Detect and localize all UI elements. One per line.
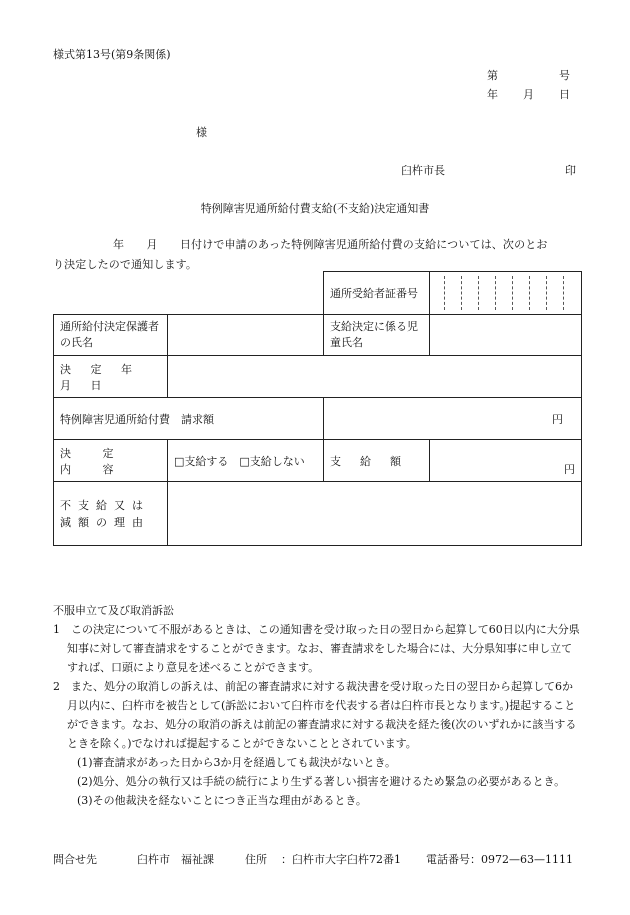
contact-address: ：臼杵市大字臼杵72番1 — [281, 853, 401, 866]
contact-address-label: 住所 — [245, 853, 267, 866]
addressee-suffix: 様 — [196, 126, 207, 139]
objection-sub-3: (3)その他裁決を経ないことにつき正当な理由があるとき。 — [77, 794, 367, 807]
claim-amount-label: 特例障害児通所給付費 請求額 — [54, 398, 324, 440]
objection-item-1: 1 この決定について不服があるときは、この通知書を受け取った日の翌日から起算して60日以内に大分県知事に対して審査請求をすることができます。なお、審査請求をした場合には、大分県知事に申し立てすれば、口頭により意見を述べることができます。 — [53, 623, 580, 674]
reason-field — [168, 482, 582, 546]
claim-amount-field — [324, 398, 582, 440]
child-name-label: 支給決定に係る児童氏名 — [324, 315, 430, 356]
objection-sub-2: (2)処分、処分の執行又は手続の続行により生ずる著しい損害を避けるため緊急の必要があるとき。 — [77, 775, 566, 788]
guardian-name-field — [168, 315, 324, 356]
seal-mark: 印 — [565, 164, 576, 177]
contact-label: 問合せ先 — [53, 853, 97, 866]
decision-content-options: □支給する □支給しない — [168, 440, 324, 482]
decision-content-label: 決 定 内 容 — [54, 440, 168, 482]
guardian-name-label: 通所給付決定保護者の氏名 — [54, 315, 168, 356]
number-prefix: 第 — [487, 69, 498, 82]
child-name-field — [430, 315, 582, 356]
objection-item-2: 2 また、処分の取消しの訴えは、前記の審査請求に対する裁決書を受け取った日の翌日から起算して6か月以内に、臼杵市を被告として(訴訟において臼杵市を代表する者は臼杵市長となります。)提起することができます。なお、処分の取消の訴えは前記の審査請求に対する裁決を経た後(次のいずれかに該当するときを除く。)でなければ提起することができないこととされています。 — [53, 680, 577, 750]
date-year: 年 — [487, 88, 498, 101]
cert-number-field — [430, 272, 582, 315]
form-number-label: 様式第13号(第9条関係) — [53, 48, 171, 61]
contact-phone: 電話番号：0972—63—1111 — [426, 853, 573, 866]
issuer-name: 臼杵市長 — [401, 164, 445, 177]
claim-amount-unit: 円 — [552, 412, 563, 426]
intro-paragraph — [53, 235, 583, 275]
payment-amount-field — [430, 440, 582, 482]
objection-section — [53, 601, 583, 810]
decision-date-field — [168, 356, 582, 398]
objection-sub-1: (1)審査請求があった日から3か月を経過しても裁決がないとき。 — [77, 756, 397, 769]
objection-heading: 不服申立て及び取消訴訟 — [53, 604, 174, 617]
payment-amount-label: 支 給 額 — [324, 440, 430, 482]
decision-table — [53, 271, 582, 546]
intro-line-1: 年 月 日付けで申請のあった特例障害児通所給付費の支給については、次のとお — [113, 238, 548, 251]
cert-number-label: 通所受給者証番号 — [324, 272, 430, 315]
contact-office: 臼杵市 福祉課 — [137, 853, 214, 866]
document-title: 特例障害児通所給付費支給(不支給)決定通知書 — [200, 202, 430, 215]
number-suffix: 号 — [559, 69, 570, 82]
date-month: 月 — [523, 88, 534, 101]
payment-amount-unit: 円 — [564, 463, 575, 476]
reason-label: 不支給又は減額の理由 — [54, 482, 168, 546]
date-day: 日 — [559, 88, 570, 101]
decision-date-label: 決 定 年 月 日 — [54, 356, 168, 398]
intro-line-2: り決定したので通知します。 — [53, 258, 198, 271]
